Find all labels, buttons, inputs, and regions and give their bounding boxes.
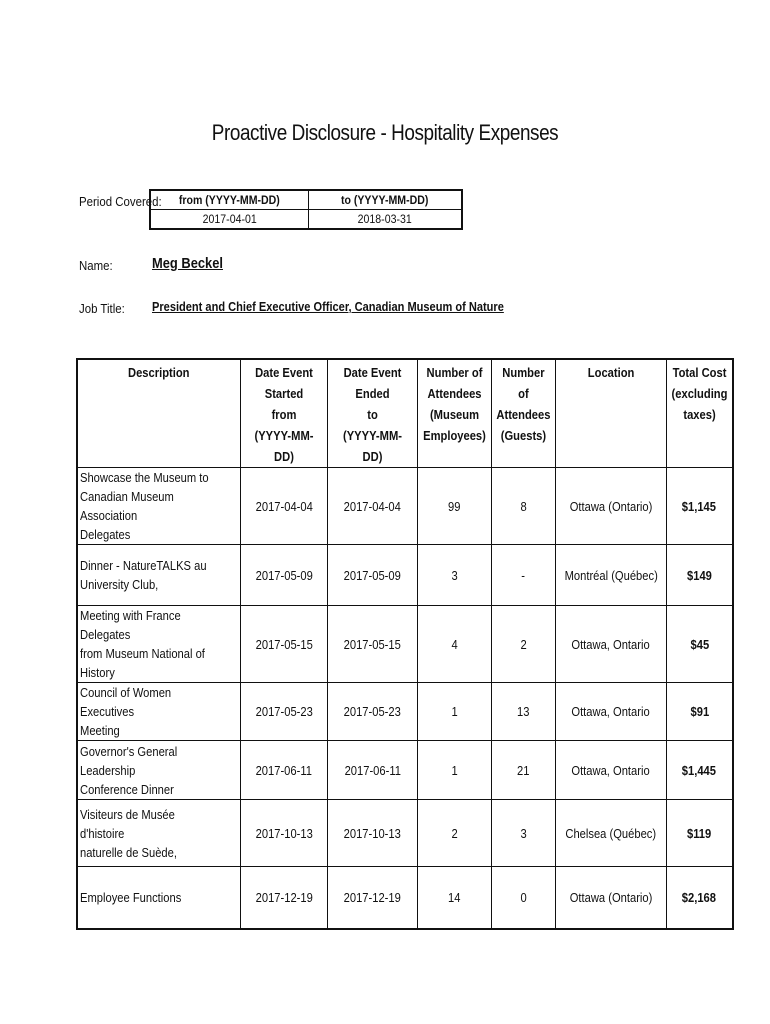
table-row — [77, 468, 733, 545]
cell-location: Ottawa (Ontario) — [555, 468, 666, 545]
table-row — [77, 867, 733, 929]
table-header-row — [77, 359, 733, 468]
cell-guests: 0 — [491, 867, 555, 929]
cell-total-cost: $149 — [666, 545, 733, 606]
cell-guests: 13 — [491, 683, 555, 741]
cell-date-end: 2017-12-19 — [328, 867, 418, 929]
cell-total-cost: $2,168 — [666, 867, 733, 929]
cell-date-end: 2017-05-09 — [328, 545, 418, 606]
cell-location: Ottawa, Ontario — [555, 606, 666, 683]
cell-date-start: 2017-05-09 — [241, 545, 328, 606]
expenses-table — [76, 358, 734, 930]
cell-date-start: 2017-06-11 — [241, 741, 328, 800]
cell-description: Showcase the Museum to Canadian Museum Association Delegates — [77, 468, 241, 545]
table-row — [77, 606, 733, 683]
cell-total-cost: $119 — [666, 800, 733, 867]
cell-total-cost: $91 — [666, 683, 733, 741]
cell-location: Montréal (Québec) — [555, 545, 666, 606]
cell-employees: 2 — [418, 800, 492, 867]
cell-date-end: 2017-06-11 — [328, 741, 418, 800]
cell-guests: 21 — [491, 741, 555, 800]
period-covered-label: Period Covered: — [79, 194, 162, 209]
cell-date-start: 2017-10-13 — [241, 800, 328, 867]
cell-employees: 3 — [418, 545, 492, 606]
cell-description: Meeting with France Delegates from Museum National of History — [77, 606, 241, 683]
period-from-value: 2017-04-01 — [150, 210, 309, 230]
cell-guests: 8 — [491, 468, 555, 545]
period-from-header: from (YYYY-MM-DD) — [150, 190, 309, 210]
cell-guests: 3 — [491, 800, 555, 867]
cell-date-end: 2017-05-23 — [328, 683, 418, 741]
cell-date-end: 2017-05-15 — [328, 606, 418, 683]
name-value: Meg Beckel — [152, 255, 223, 272]
cell-location: Chelsea (Québec) — [555, 800, 666, 867]
period-to-value: 2018-03-31 — [309, 210, 463, 230]
header-museum-attendees: Number of Attendees (Museum Employees) — [418, 359, 492, 468]
cell-date-start: 2017-05-15 — [241, 606, 328, 683]
cell-guests: - — [491, 545, 555, 606]
cell-description: Dinner - NatureTALKS au University Club, — [77, 545, 241, 606]
cell-total-cost: $45 — [666, 606, 733, 683]
table-row — [77, 683, 733, 741]
page-title: Proactive Disclosure - Hospitality Expenses — [211, 120, 559, 145]
table-row — [77, 545, 733, 606]
cell-employees: 1 — [418, 683, 492, 741]
header-date-started: Date Event Started from (YYYY-MM-DD) — [241, 359, 328, 468]
cell-employees: 4 — [418, 606, 492, 683]
cell-location: Ottawa, Ontario — [555, 741, 666, 800]
header-location: Location — [555, 359, 666, 468]
cell-total-cost: $1,445 — [666, 741, 733, 800]
header-total-cost: Total Cost (excluding taxes) — [666, 359, 733, 468]
cell-date-start: 2017-05-23 — [241, 683, 328, 741]
table-row — [77, 741, 733, 800]
cell-date-start: 2017-04-04 — [241, 468, 328, 545]
cell-employees: 14 — [418, 867, 492, 929]
cell-description: Governor's General Leadership Conference Dinner — [77, 741, 241, 800]
cell-description: Employee Functions — [77, 867, 241, 929]
cell-date-start: 2017-12-19 — [241, 867, 328, 929]
cell-date-end: 2017-10-13 — [328, 800, 418, 867]
cell-description: Council of Women Executives Meeting — [77, 683, 241, 741]
header-guest-attendees: Number of Attendees (Guests) — [491, 359, 555, 468]
name-label: Name: — [79, 258, 113, 273]
header-date-ended: Date Event Ended to (YYYY-MM-DD) — [328, 359, 418, 468]
cell-employees: 1 — [418, 741, 492, 800]
cell-date-end: 2017-04-04 — [328, 468, 418, 545]
cell-location: Ottawa, Ontario — [555, 683, 666, 741]
cell-total-cost: $1,145 — [666, 468, 733, 545]
period-to-header: to (YYYY-MM-DD) — [309, 190, 463, 210]
cell-description: Visiteurs de Musée d'histoire naturelle de Suède, — [77, 800, 241, 867]
cell-employees: 99 — [418, 468, 492, 545]
header-description: Description — [77, 359, 241, 468]
job-title-value: President and Chief Executive Officer, Canadian Museum of Nature — [152, 299, 504, 314]
cell-guests: 2 — [491, 606, 555, 683]
job-title-label: Job Title: — [79, 301, 125, 316]
cell-location: Ottawa (Ontario) — [555, 867, 666, 929]
table-row — [77, 800, 733, 867]
period-table — [149, 189, 463, 230]
